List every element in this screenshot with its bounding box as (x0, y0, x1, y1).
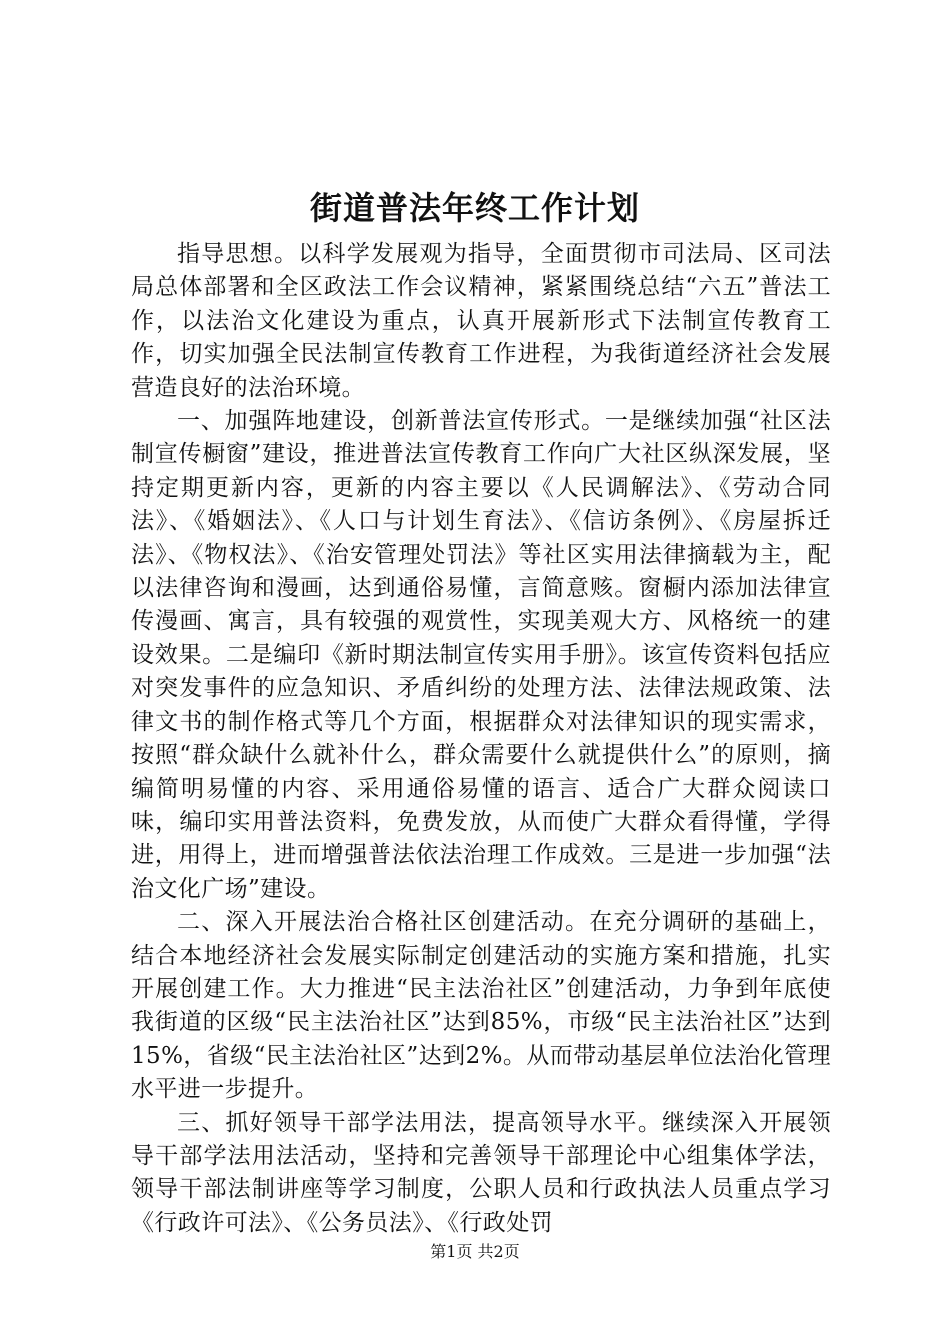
page-number-footer: 第1页 共2页 (430, 1242, 520, 1261)
paragraph-guiding-ideology: 指导思想。以科学发展观为指导，全面贯彻市司法局、区司法局总体部署和全区政法工作会议精神，紧紧围绕总结“六五”普法工作，以法治文化建设为重点，认真开展新形式下法制宣传教育工作，切实加强全民法制宣传教育工作进程，为我街道经济社会发展营造良好的法治环境。 (131, 241, 831, 401)
document-title: 街道普法年终工作计划 (309, 189, 640, 227)
paragraph-section-three: 三、抓好领导干部学法用法，提高领导水平。继续深入开展领导干部学法用法活动，坚持和完善领导干部理论中心组集体学法，领导干部法制讲座等学习制度，公职人员和行政执法人员重点学习《行政许可法》、《公务员法》、《行政处罚 (131, 1109, 831, 1236)
document-body (131, 238, 831, 1240)
paragraph-section-two: 二、深入开展法治合格社区创建活动。在充分调研的基础上，结合本地经济社会发展实际制定创建活动的实施方案和措施，扎实开展创建工作。大力推进“民主法治社区”创建活动，力争到年底使我街道的区级“民主法治社区”达到85%，市级“民主法治社区”达到15%，省级“民主法治社区”达到2%。从而带动基层单位法治化管理水平进一步提升。 (131, 909, 831, 1103)
paragraph-section-one: 一、加强阵地建设，创新普法宣传形式。一是继续加强“社区法制宣传橱窗”建设，推进普法宣传教育工作向广大社区纵深发展，坚持定期更新内容，更新的内容主要以《人民调解法》、《劳动合同法》、《婚姻法》、《人口与计划生育法》、《信访条例》、《房屋拆迁法》、《物权法》、《治安管理处罚法》等社区实用法律摘载为主，配以法律咨询和漫画，达到通俗易懂，言简意赅。窗橱内添加法律宣传漫画、寓言，具有较强的观赏性，实现美观大方、风格统一的建设效果。二是编印《新时期法制宣传实用手册》。该宣传资料包括应对突发事件的应急知识、矛盾纠纷的处理方法、法律法规政策、法律文书的制作格式等几个方面，根据群众对法律知识的现实需求，按照“群众缺什么就补什么，群众需要什么就提供什么”的原则，摘编简明易懂的内容、采用通俗易懂的语言、适合广大群众阅读口味，编印实用普法资料，免费发放，从而使广大群众看得懂，学得进，用得上，进而增强普法依法治理工作成效。三是进一步加强“法治文化广场”建设。 (131, 408, 831, 902)
